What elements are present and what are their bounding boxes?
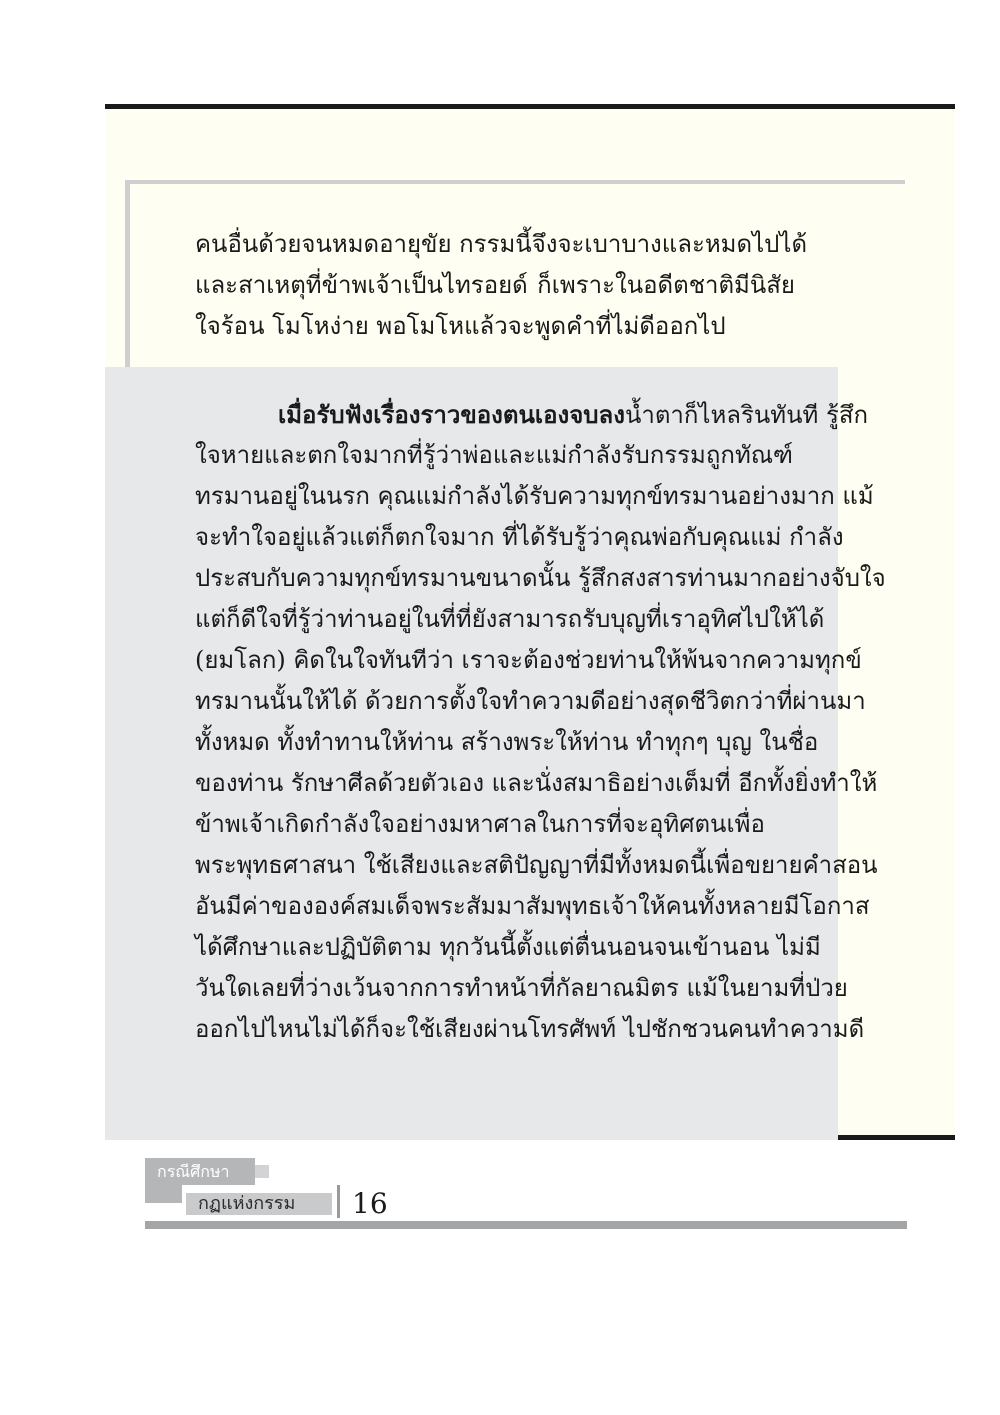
text-line: ทรมานอยู่ในนรก คุณแม่กำลังได้รับความทุกข์ทรมานอย่างมาก แม้ (195, 482, 874, 510)
text-line: ใจร้อน โมโหง่าย พอโมโหแล้วจะพูดคำที่ไม่ดีออกไป (195, 312, 726, 340)
footer-book-title: กฏแห่งกรรม (198, 1193, 296, 1214)
inner-frame-top (125, 180, 905, 184)
bottom-rule (838, 1135, 955, 1140)
text-line: ประสบกับความทุกข์ทรมานขนาดนั้น รู้สึกสงสารท่านมากอย่างจับใจ (195, 564, 886, 592)
text-line: วันใดเลยที่ว่างเว้นจากการทำหน้าที่กัลยาณมิตร แม้ในยามที่ป่วย (195, 974, 848, 1002)
text-line: และสาเหตุที่ข้าพเจ้าเป็นไทรอยด์ ก็เพราะในอดีตชาติมีนิสัย (195, 271, 795, 299)
text-line: ทั้งหมด ทั้งทำทานให้ท่าน สร้างพระให้ท่าน ทำทุกๆ บุญ ในชื่อ (195, 728, 819, 756)
upper-passage (195, 224, 808, 347)
text-line: แต่ก็ดีใจที่รู้ว่าท่านอยู่ในที่ที่ยังสามารถรับบุญที่เราอุทิศไปให้ได้ (195, 605, 825, 633)
text-line: ออกไปไหนไม่ได้ก็จะใช้เสียงผ่านโทรศัพท์ ไปชักชวนคนทำความดี (195, 1015, 865, 1043)
lead-rest: น้ำตาก็ไหลรินทันที รู้สึก (624, 401, 869, 429)
text-line: ข้าพเจ้าเกิดกำลังใจอย่างมหาศาลในการที่จะอุทิศตนเพื่อ (195, 810, 765, 838)
text-line: ทรมานนั้นให้ได้ ด้วยการตั้งใจทำความดีอย่างสุดชีวิตกว่าที่ผ่านมา (195, 687, 866, 715)
page-number: 16 (352, 1187, 388, 1220)
text-line: ใจหายและตกใจมากที่รู้ว่าพ่อและแม่กำลังรับกรรมถูกทัณฑ์ (195, 441, 793, 469)
footer-bar (145, 1221, 907, 1229)
text-line: ของท่าน รักษาศีลด้วยตัวเอง และนั่งสมาธิอย่างเต็มที่ อีกทั้งยิ่งทำให้ (195, 769, 878, 797)
text-line: ได้ศึกษาและปฏิบัติตาม ทุกวันนี้ตั้งแต่ตื่นนอนจนเข้านอน ไม่มี (195, 933, 821, 961)
text-line: คนอื่นด้วยจนหมดอายุขัย กรรมนี้จึงจะเบาบางและหมดไปได้ (195, 230, 808, 258)
text-line: อันมีค่าขององค์สมเด็จพระสัมมาสัมพุทธเจ้าให้คนทั้งหลายมีโอกาส (195, 892, 870, 920)
text-line: (ยมโลก) คิดในใจทันทีว่า เราจะต้องช่วยท่านให้พ้นจากความทุกข์ (195, 646, 862, 674)
footer-section-label: กรณีศึกษา (157, 1162, 230, 1181)
inner-frame-left (125, 180, 130, 368)
main-passage (195, 394, 886, 1050)
text-line: พระพุทธศาสนา ใช้เสียงและสติปัญญาที่มีทั้งหมดนี้เพื่อขยายคำสอน (195, 851, 878, 879)
footer-decor-square (255, 1165, 269, 1178)
text-line: จะทำใจอยู่แล้วแต่ก็ตกใจมาก ที่ได้รับรู้ว่าคุณพ่อกับคุณแม่ กำลัง (195, 523, 844, 551)
bold-lead: เมื่อรับฟังเรื่องราวของตนเองจบลง (278, 400, 625, 429)
text-line (195, 394, 869, 435)
